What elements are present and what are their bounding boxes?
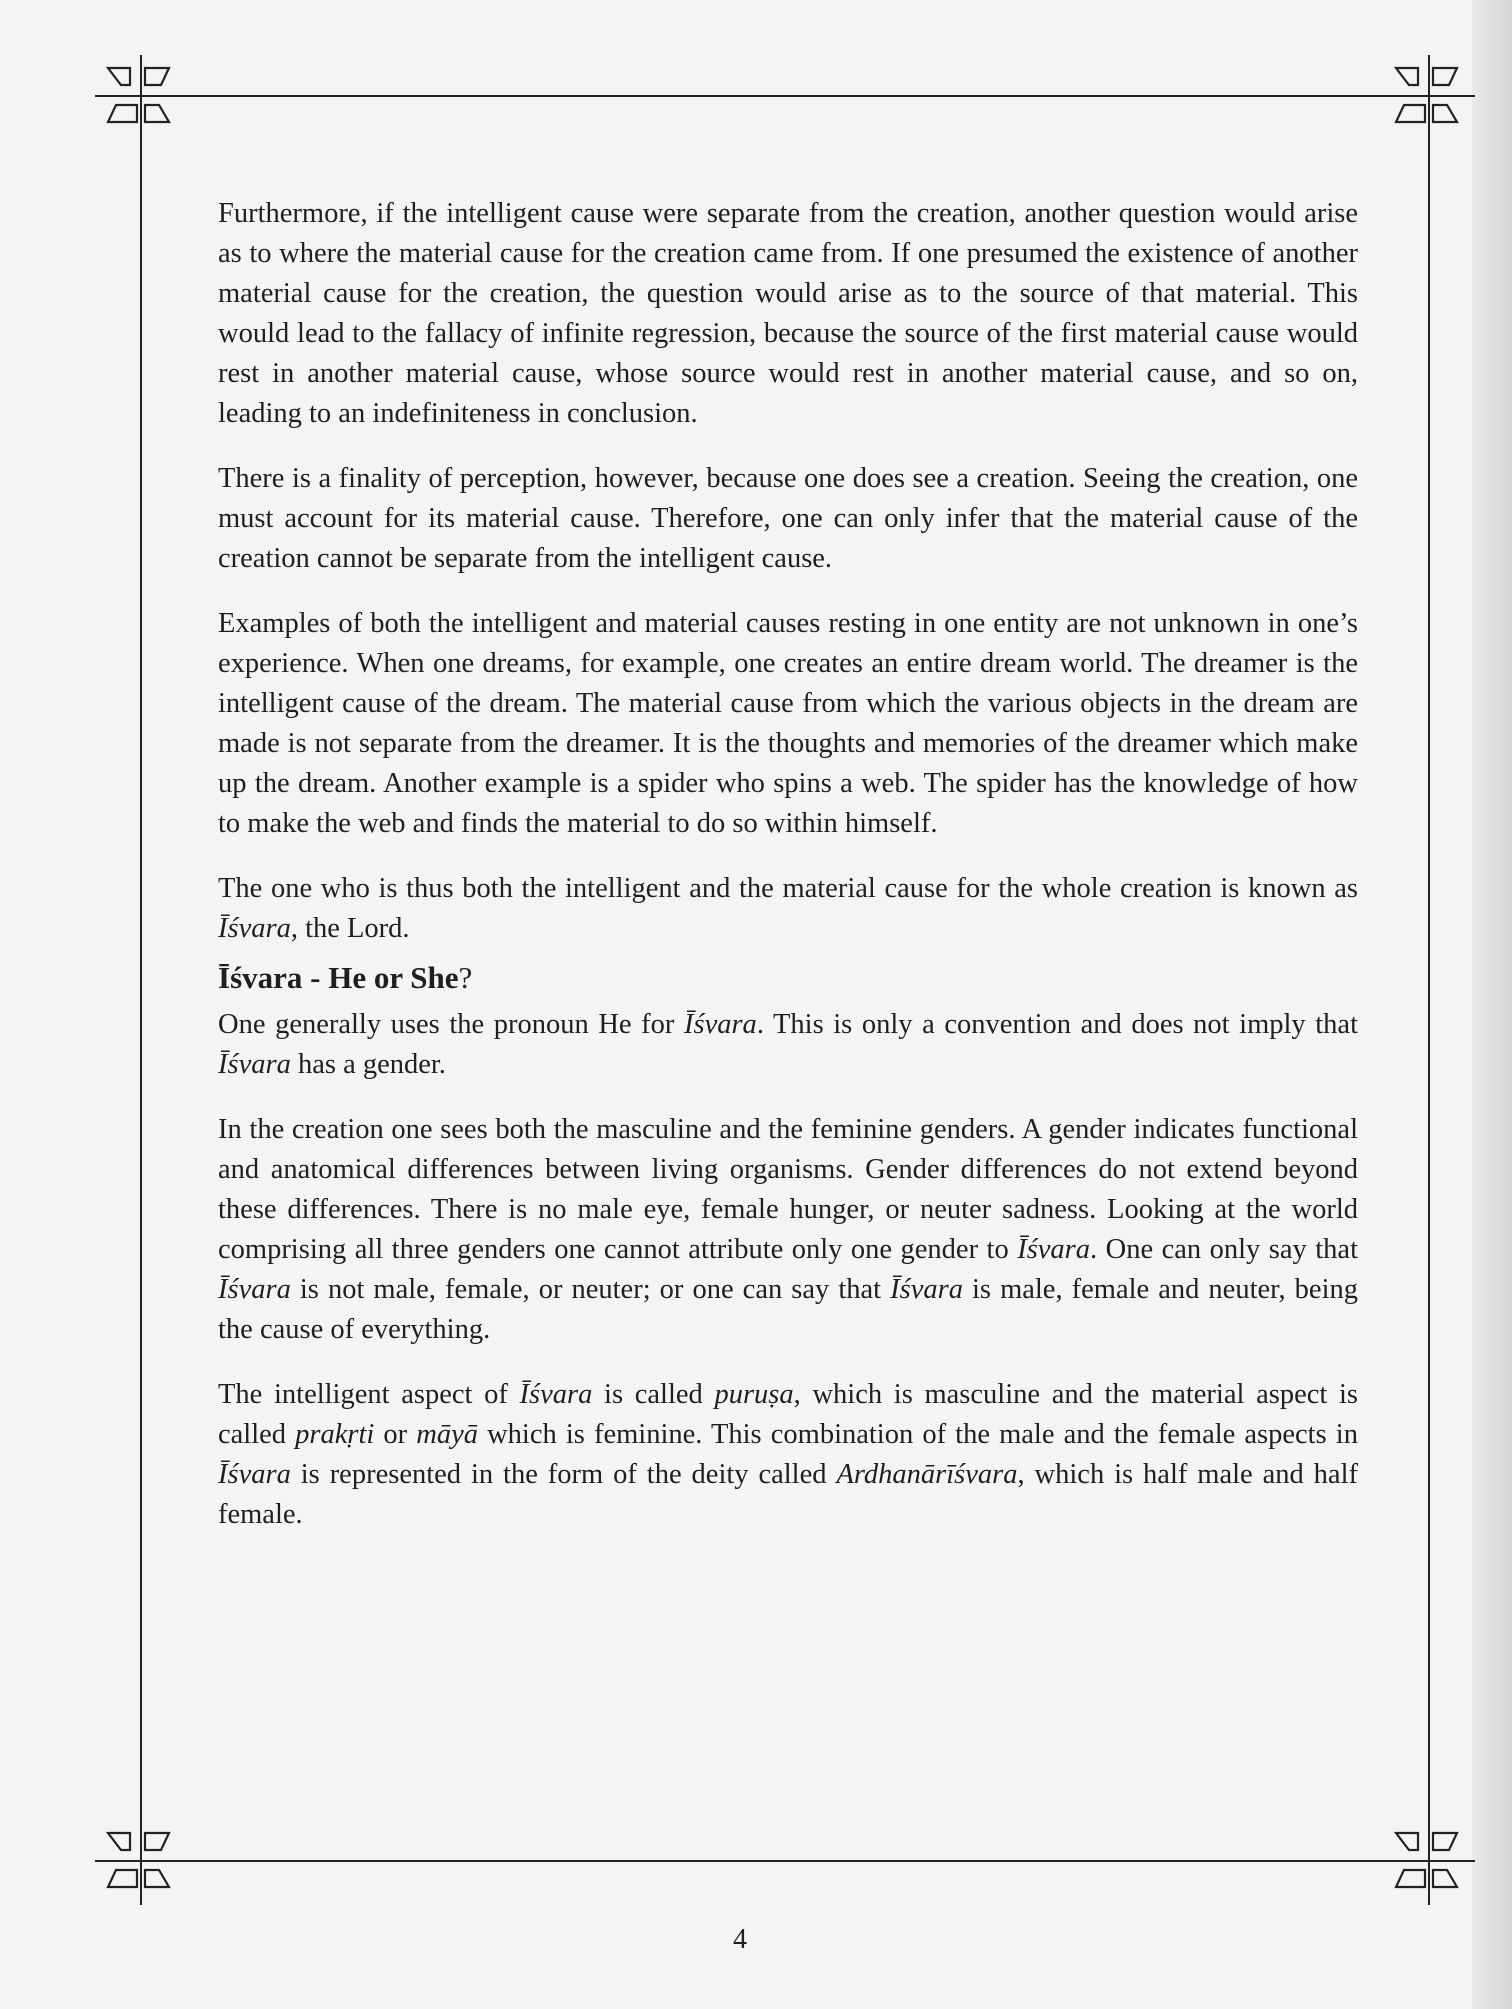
- term-isvara: Īśvara: [890, 1274, 963, 1305]
- section-heading: [218, 957, 1358, 999]
- text-segment: One generally uses the pronoun He for: [218, 1009, 684, 1040]
- paragraph-genders: [218, 1110, 1358, 1350]
- text-segment: which is feminine. This combination of the male and the female aspects in: [478, 1419, 1358, 1450]
- border-right: [1428, 55, 1430, 1905]
- page-number: 4: [733, 1924, 747, 1955]
- term-isvara: Īśvara: [218, 1049, 291, 1080]
- text-segment: is not male, female, or neuter; or one can say that: [290, 1274, 891, 1305]
- text-segment: . One can only say that: [1090, 1234, 1358, 1265]
- term-isvara: Īśvara: [218, 1459, 291, 1490]
- text-segment: or: [374, 1419, 417, 1450]
- text-segment: has a gender.: [290, 1049, 446, 1080]
- paragraph-infinite-regression: Furthermore, if the intelligent cause were separate from the creation, another question would arise as to where the material cause for the creation came from. If one presumed the existence of another material cause for the creation, the question would arise as to the source of that material. This would lead to the fallacy of infinite regression, because the source of the first material cause would rest in another material cause, whose source would rest in another material cause, and so on, leading to an indefiniteness in conclusion.: [218, 198, 1358, 429]
- body-text: [218, 194, 1358, 1560]
- term-isvara: Īśvara: [218, 913, 291, 944]
- text-segment: , the Lord.: [290, 913, 410, 944]
- paragraph-isvara-definition: [218, 869, 1358, 949]
- term-ardhanarisvara: Ardhanārīśvara: [836, 1459, 1018, 1490]
- section-heading-text: Īśvara - He or She: [218, 960, 459, 995]
- section-heading-mark: ?: [458, 960, 473, 995]
- term-prakrti: prakṛti: [295, 1419, 375, 1450]
- text-segment: . This is only a convention and does not imply that: [756, 1009, 1358, 1040]
- corner-ornament-bottom-right: [1379, 1826, 1479, 1896]
- term-isvara: Īśvara: [1017, 1234, 1091, 1265]
- text-segment: The one who is thus both the intelligent and the material cause for the whole creation is known as: [218, 873, 1358, 904]
- text-segment: is called: [592, 1379, 715, 1410]
- term-maya: māyā: [416, 1419, 478, 1450]
- term-isvara: Īśvara: [218, 1274, 291, 1305]
- term-isvara: Īśvara: [519, 1379, 593, 1410]
- paragraph-pronoun-convention: [218, 1005, 1358, 1085]
- border-bottom: [95, 1860, 1475, 1862]
- text-segment: is male, female and neuter, being the cause of everything.: [218, 1274, 1358, 1345]
- text-segment: is represented in the form of the deity called: [290, 1459, 837, 1490]
- text-segment: , which is masculine and the material aspect is called: [218, 1379, 1358, 1450]
- page-edge-shadow: [1472, 0, 1512, 2009]
- corner-ornament-bottom-left: [91, 1826, 191, 1896]
- border-left: [140, 55, 142, 1905]
- term-isvara: Īśvara: [683, 1009, 757, 1040]
- text-segment: In the creation one sees both the masculine and the feminine genders. A gender indicates functional and anatomical differences between living organisms. Gender differences do not extend beyond these differences. There is no male eye, female hunger, or neuter sadness. Looking at the world comprising all three genders one cannot attribute only one gender to: [218, 1114, 1358, 1265]
- border-top: [95, 95, 1475, 97]
- text-segment: , which is half male and half female.: [218, 1459, 1358, 1530]
- corner-ornament-top-left: [91, 61, 191, 131]
- corner-ornament-top-right: [1379, 61, 1479, 131]
- text-segment: The intelligent aspect of: [218, 1379, 520, 1410]
- term-purusa: puruṣa: [714, 1379, 794, 1410]
- paragraph-purusa-prakrti: [218, 1375, 1358, 1535]
- paragraph-dream-example: Examples of both the intelligent and material causes resting in one entity are not unknown in one’s experience. When one dreams, for example, one creates an entire dream world. The dreamer is the intelligent cause of the dream. The material cause from which the various objects in the dream are made is not separate from the dreamer. It is the thoughts and memories of the dreamer which make up the dream. Another example is a spider who spins a web. The spider has the knowledge of how to make the web and finds the material to do so within himself.: [218, 608, 1358, 839]
- paragraph-finality-of-perception: There is a finality of perception, however, because one does see a creation. Seeing the creation, one must account for its material cause. Therefore, one can only infer that the material cause of the creation cannot be separate from the intelligent cause.: [218, 463, 1358, 574]
